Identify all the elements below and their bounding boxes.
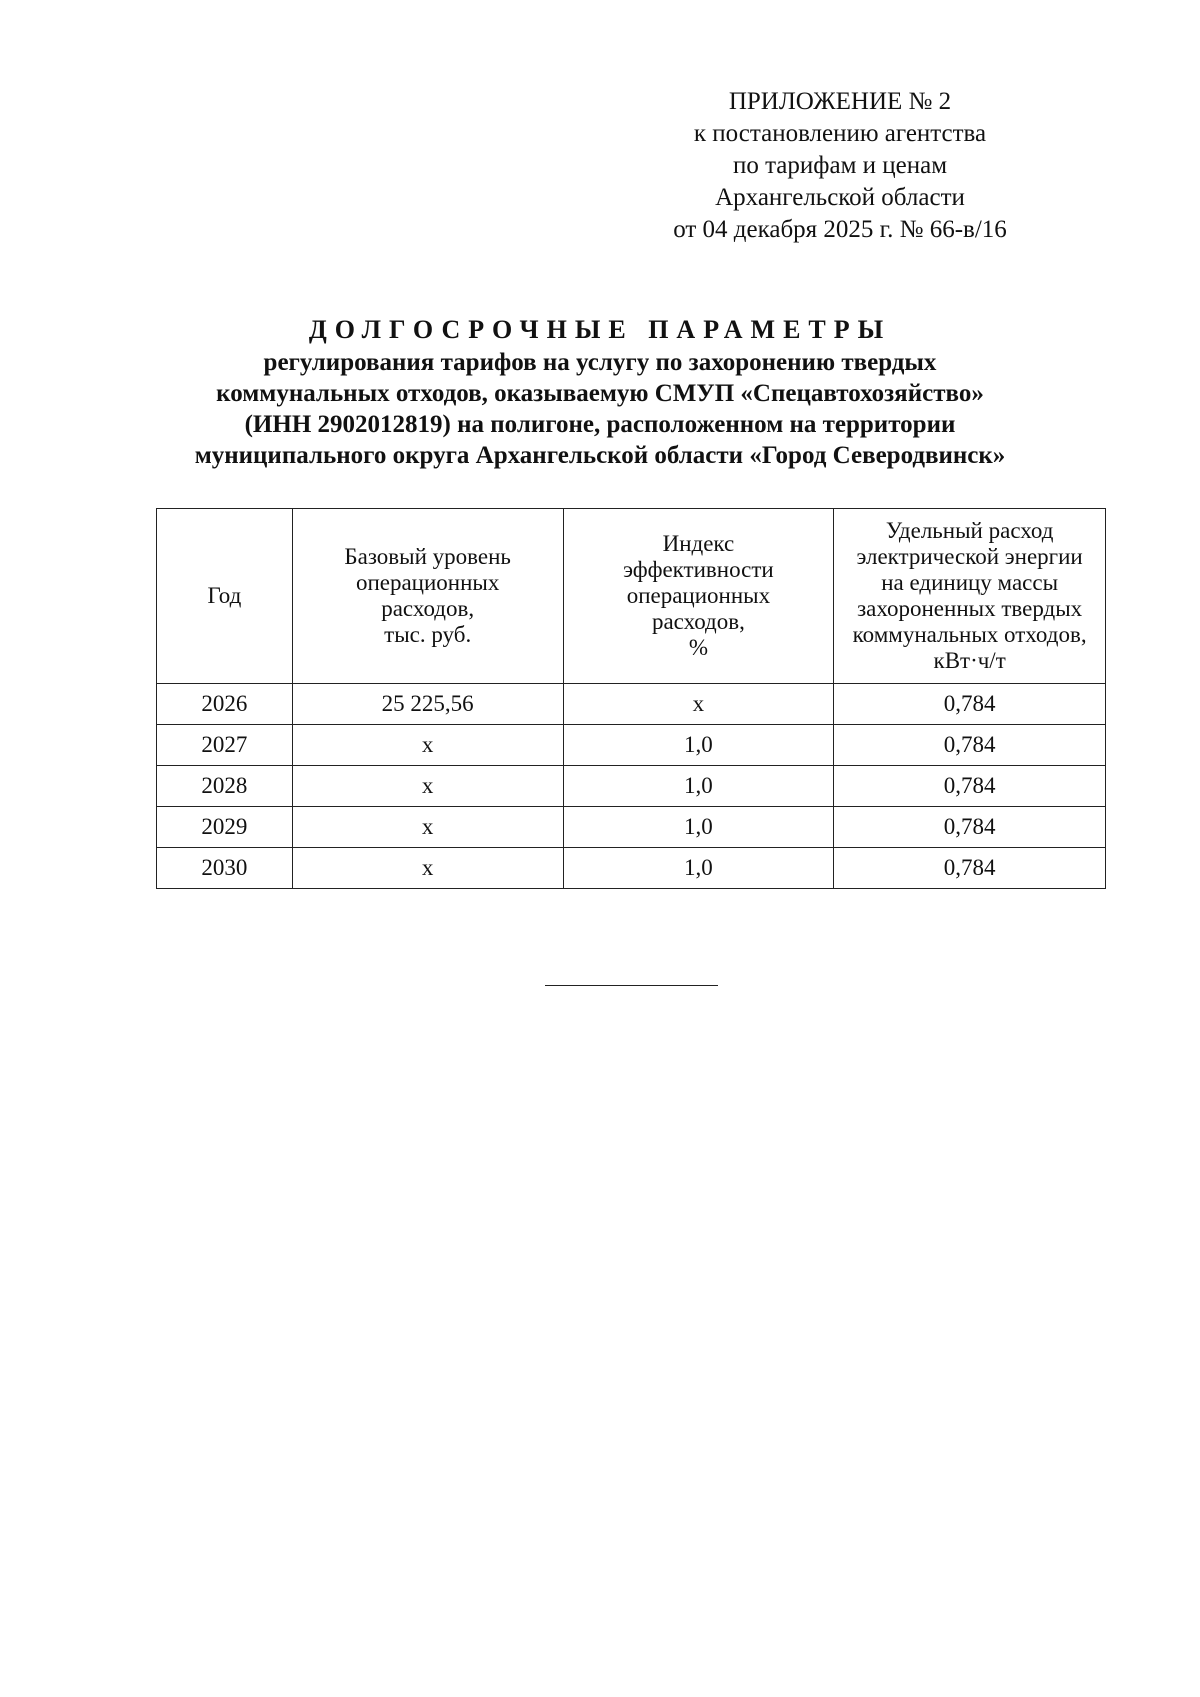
end-of-document-rule [545, 985, 718, 986]
cell-efficiency-index: 1,0 [563, 766, 834, 807]
appendix-line: Архангельской области [715, 184, 965, 211]
cell-efficiency-index: х [563, 684, 834, 725]
cell-base-opex: х [292, 848, 563, 889]
cell-energy-consumption: 0,784 [834, 725, 1106, 766]
table-row [157, 807, 1106, 848]
header-energy-consumption: Удельный расход электрической энергии на единицу массы захороненных твердых коммунальных отходов, кВт·ч/т [834, 509, 1106, 684]
appendix-date-number: от 04 декабря 2025 г. № 66-в/16 [673, 216, 1007, 243]
cell-energy-consumption: 0,784 [834, 807, 1106, 848]
header-base-opex: Базовый уровень операционных расходов, тыс. руб. [292, 509, 563, 684]
title-main: ДОЛГОСРОЧНЫЕ ПАРАМЕТРЫ [308, 315, 892, 344]
table-header-row [157, 509, 1106, 684]
cell-efficiency-index: 1,0 [563, 725, 834, 766]
table-row [157, 684, 1106, 725]
subtitle-line: коммунальных отходов, оказываемую СМУП «Спецавтохозяйство» [216, 380, 984, 407]
cell-energy-consumption: 0,784 [834, 848, 1106, 889]
subtitle-line: (ИНН 2902012819) на полигоне, расположенном на территории [244, 411, 956, 438]
cell-energy-consumption: 0,784 [834, 684, 1106, 725]
cell-efficiency-index: 1,0 [563, 848, 834, 889]
header-efficiency-index: Индекс эффективности операционных расходов, % [563, 509, 834, 684]
cell-year: 2030 [157, 848, 293, 889]
subtitle-line: муниципального округа Архангельской области «Город Северодвинск» [194, 442, 1006, 469]
header-year: Год [157, 509, 293, 684]
table-row [157, 725, 1106, 766]
appendix-header [620, 86, 1060, 246]
cell-base-opex: х [292, 766, 563, 807]
cell-year: 2028 [157, 766, 293, 807]
appendix-number: ПРИЛОЖЕНИЕ № 2 [728, 88, 952, 115]
cell-base-opex: 25 225,56 [292, 684, 563, 725]
cell-base-opex: х [292, 807, 563, 848]
subtitle-line: регулирования тарифов на услугу по захоронению твердых [263, 349, 937, 376]
table-row [157, 848, 1106, 889]
cell-year: 2029 [157, 807, 293, 848]
table-row [157, 766, 1106, 807]
title-subtitle [100, 347, 1100, 471]
cell-year: 2026 [157, 684, 293, 725]
cell-year: 2027 [157, 725, 293, 766]
parameters-table [156, 508, 1106, 889]
cell-efficiency-index: 1,0 [563, 807, 834, 848]
cell-energy-consumption: 0,784 [834, 766, 1106, 807]
cell-base-opex: х [292, 725, 563, 766]
document-title [100, 313, 1100, 471]
appendix-line: по тарифам и ценам [732, 152, 948, 179]
appendix-line: к постановлению агентства [693, 120, 987, 147]
